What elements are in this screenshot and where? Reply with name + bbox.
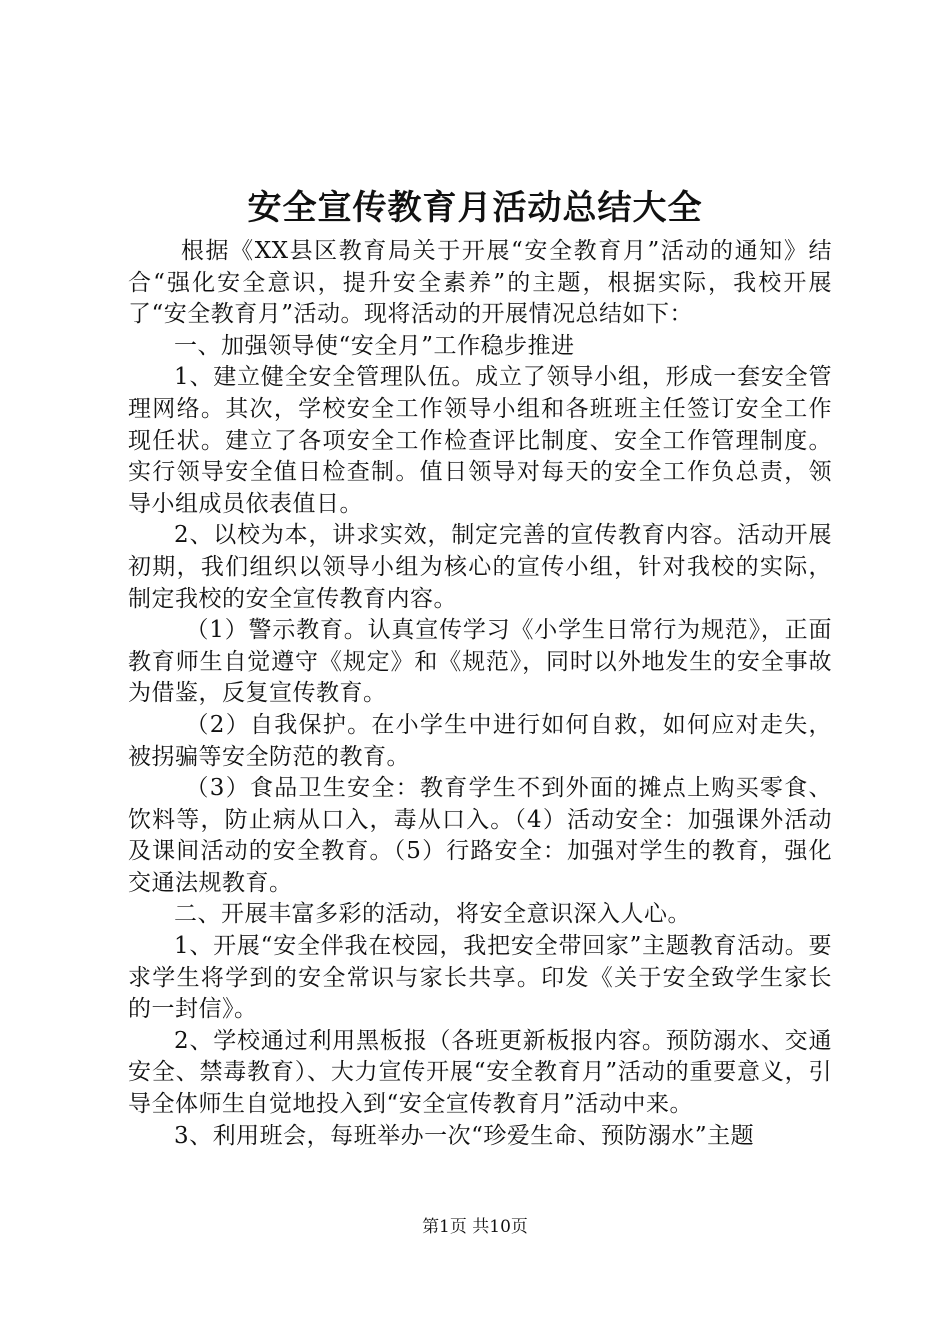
paragraph-item: 2、学校通过利用黑板报（各班更新板报内容。预防溺水、交通安全、禁毒教育）、大力宣传开展“安全教育月”活动的重要意义，引导全体师生自觉地投入到“安全宣传教育月”活动中来。: [128, 1027, 832, 1118]
document-body: [128, 236, 832, 1152]
paragraph-subitem: （1）警示教育。认真宣传学习《小学生日常行为规范》，正面教育师生自觉遵守《规定》和《规范》，同时以外地发生的安全事故为借鉴，反复宣传教育。: [128, 617, 832, 707]
paragraph-intro: 根据《XX县区教育局关于开展“安全教育月”活动的通知》结合“强化安全意识，提升安全素养”的主题，根据实际，我校开展了“安全教育月”活动。现将活动的开展情况总结如下：: [128, 238, 832, 328]
page-title: 安全宣传教育月活动总结大全: [247, 188, 703, 228]
paragraph-item: 2、以校为本，讲求实效，制定完善的宣传教育内容。活动开展初期，我们组织以领导小组为核心的宣传小组，针对我校的实际，制定我校的安全宣传教育内容。: [128, 522, 832, 612]
paragraph-item: 3、利用班会，每班举办一次“珍爱生命、预防溺水”主题: [174, 1122, 755, 1149]
paragraph-item: 1、建立健全安全管理队伍。成立了领导小组，形成一套安全管理网络。其次，学校安全工作领导小组和各班班主任签订安全工作现任状。建立了各项安全工作检查评比制度、安全工作管理制度。实行领导安全值日检查制。值日领导对每天的安全工作负总责，领导小组成员依表值日。: [128, 364, 832, 517]
page-number-footer: 第1页 共10页: [422, 1217, 528, 1237]
section-heading-1: 一、加强领导使“安全月”工作稳步推进: [174, 332, 575, 359]
section-heading-2: 二、开展丰富多彩的活动，将安全意识深入人心。: [174, 901, 691, 928]
paragraph-item: 1、开展“安全伴我在校园，我把安全带回家”主题教育活动。要求学生将学到的安全常识与家长共享。印发《关于安全致学生家长的一封信》。: [128, 933, 832, 1023]
paragraph-subitem: （3）食品卫生安全：教育学生不到外面的摊点上购买零食、饮料等，防止病从口入，毒从口入。（4）活动安全：加强课外活动及课间活动的安全教育。（5）行路安全：加强对学生的教育，强化交通法规教育。: [128, 775, 832, 896]
paragraph-subitem: （2）自我保护。在小学生中进行如何自救，如何应对走失，被拐骗等安全防范的教育。: [128, 711, 832, 770]
